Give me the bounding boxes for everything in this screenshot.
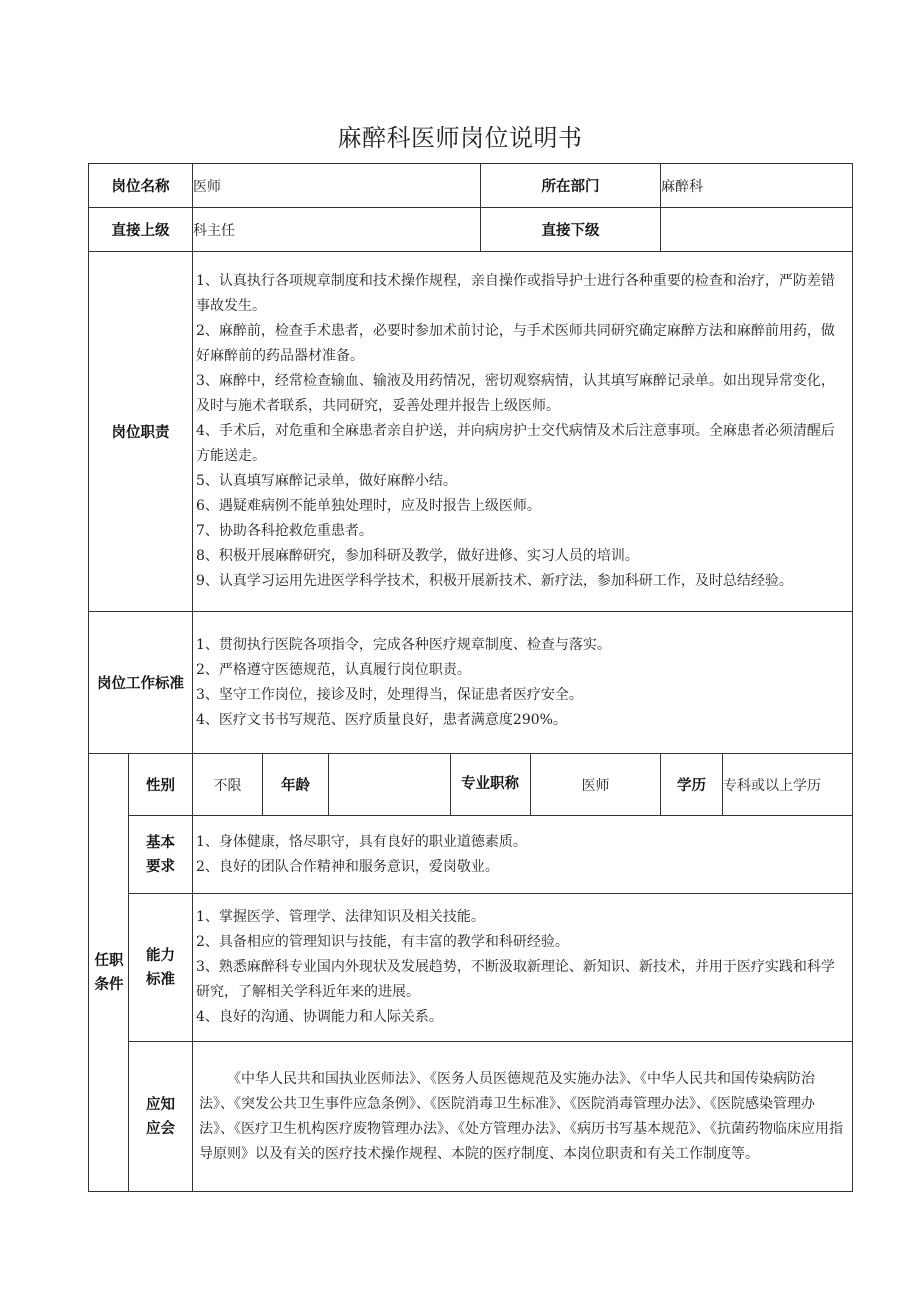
duties-label: 岗位职责: [89, 252, 193, 612]
subordinate-label: 直接下级: [481, 208, 661, 252]
education-label: 学历: [661, 754, 723, 816]
list-item: 2、良好的团队合作精神和服务意识，爱岗敬业。: [196, 858, 499, 875]
list-item: 6、遇疑难病例不能单独处理时，应及时报告上级医师。: [196, 498, 541, 514]
list-item: 4、医疗文书书写规范、医疗质量良好，患者满意度290%。: [196, 711, 567, 728]
duties-row: [89, 252, 853, 612]
ability-row: [89, 894, 853, 1042]
page-title: 麻醉科医师岗位说明书: [337, 124, 583, 152]
ability-list: [193, 899, 852, 1036]
job-description-table: [88, 163, 853, 1192]
basic-requirements-label: [129, 816, 193, 894]
qualifications-label-text: 任职条件: [94, 952, 124, 993]
knowledge-cell: [193, 1042, 853, 1192]
position-name-label: 岗位名称: [89, 164, 193, 208]
department-label: 所在部门: [481, 164, 661, 208]
basic-requirements-row: [89, 816, 853, 894]
list-item: 3、熟悉麻醉科专业国内外现状及发展趋势，不断汲取新理论、新知识、新技术，并用于医疗实践和科学研究，了解相关学科近年来的进展。: [196, 959, 835, 1000]
gender-value: 不限: [193, 754, 263, 816]
list-item: 1、贯彻执行医院各项指令，完成各种医疗规章制度、检查与落实。: [196, 636, 611, 653]
education-value: 专科或以上学历: [723, 754, 853, 816]
age-label: 年龄: [263, 754, 329, 816]
title-value: 医师: [531, 754, 661, 816]
list-item: 8、积极开展麻醉研究，参加科研及教学，做好进修、实习人员的培训。: [196, 548, 639, 564]
list-item: 9、认真学习运用先进医学科学技术，积极开展新技术、新疗法，参加科研工作，及时总结经验。: [196, 573, 793, 589]
duties-cell: [193, 252, 853, 612]
age-value: [329, 754, 451, 816]
position-row: [89, 164, 853, 208]
list-item: 2、麻醉前，检查手术患者，必要时参加术前讨论，与手术医师共同研究确定麻醉方法和麻醉前用药，做好麻醉前的药品器材准备。: [196, 323, 835, 364]
standards-row: [89, 612, 853, 754]
knowledge-label-text: 应知应会: [146, 1096, 175, 1137]
standards-label: 岗位工作标准: [89, 612, 193, 754]
basic-requirements-cell: [193, 816, 853, 894]
list-item: 2、具备相应的管理知识与技能，有丰富的教学和科研经验。: [196, 934, 569, 950]
qualifications-label: [89, 754, 129, 1192]
list-item: 7、协助各科抢救危重患者。: [196, 523, 373, 539]
department-value: 麻醉科: [661, 164, 853, 208]
basic-requirements-label-text: 基本要求: [146, 834, 175, 875]
title-label: 专业职称: [451, 754, 531, 816]
list-item: 2、严格遵守医德规范，认真履行岗位职责。: [196, 661, 471, 678]
standards-list: [193, 627, 852, 739]
ability-cell: [193, 894, 853, 1042]
list-item: 1、身体健康，恪尽职守，具有良好的职业道德素质。: [196, 833, 527, 850]
ability-label-text: 能力标准: [146, 947, 175, 988]
list-item: 3、麻醉中，经常检查输血、输液及用药情况，密切观察病情，认其填写麻醉记录单。如出现异常变化，及时与施术者联系，共同研究，妥善处理并报告上级医师。: [196, 373, 835, 414]
gender-label: 性别: [129, 754, 193, 816]
list-item: 4、良好的沟通、协调能力和人际关系。: [196, 1009, 443, 1025]
basic-requirements-list: [193, 824, 852, 886]
knowledge-row: [89, 1042, 853, 1192]
list-item: 3、坚守工作岗位，接诊及时，处理得当，保证患者医疗安全。: [196, 686, 583, 703]
duties-list: [193, 263, 852, 600]
superior-label: 直接上级: [89, 208, 193, 252]
subordinate-value: [661, 208, 853, 252]
reporting-row: [89, 208, 853, 252]
knowledge-label: [129, 1042, 193, 1192]
list-item: 1、掌握医学、管理学、法律知识及相关技能。: [196, 909, 485, 925]
ability-label: [129, 894, 193, 1042]
position-name-value: 医师: [193, 164, 481, 208]
list-item: 4、手术后，对危重和全麻患者亲自护送，并向病房护士交代病情及术后注意事项。全麻患者必须清醒后方能送走。: [196, 423, 835, 464]
list-item: 1、认真执行各项规章制度和技术操作规程，亲自操作或指导护士进行各种重要的检查和治疗，严防差错事故发生。: [196, 273, 835, 314]
superior-value: 科主任: [193, 208, 481, 252]
knowledge-text: 《中华人民共和国执业医师法》、《医务人员医德规范及实施办法》、《中华人民共和国传染病防治法》、《突发公共卫生事件应急条例》、《医院消毒卫生标准》、《医院消毒管理办法》、《医院感染管理办法》、《医疗卫生机构医疗废物管理办法》、《处方管理办法》、《病历书写基本规范》、《抗菌药物临床应用指导原则》以及有关的医疗技术操作规程、本院的医疗制度、本岗位职责和有关工作制度等。: [199, 1070, 843, 1162]
list-item: 5、认真填写麻醉记录单，做好麻醉小结。: [196, 473, 457, 489]
basic-info-row: [89, 754, 853, 816]
standards-cell: [193, 612, 853, 754]
